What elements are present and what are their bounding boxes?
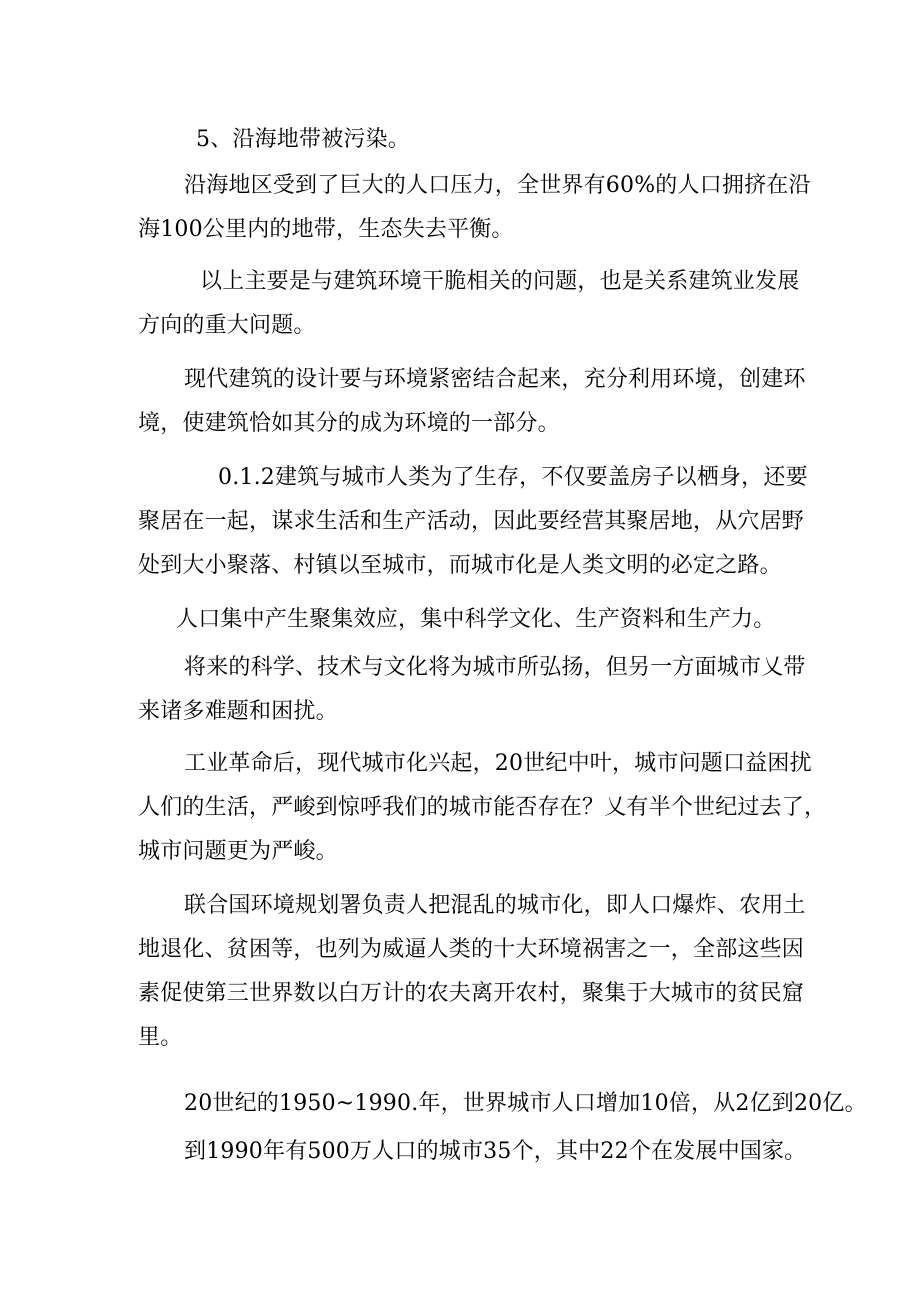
text-line: 来诸多难题和困扰。 [138, 699, 338, 724]
text-line: 里。 [138, 1025, 183, 1050]
text-line: 海100公里内的地带，生态失去平衡。 [138, 217, 514, 242]
paragraph-5 [138, 456, 808, 588]
text-line: 方向的重大问题。 [138, 313, 316, 338]
paragraph-4 [138, 358, 806, 446]
text-line: 联合国环境规划署负责人把混乱的城市化，即人口爆炸、农用土 [184, 893, 806, 918]
paragraph-9 [138, 884, 806, 1060]
text-line: 以上主要是与建筑环境干脆相关的问题，也是关系建筑业发展 [200, 269, 800, 294]
paragraph-11 [138, 1130, 807, 1174]
paragraph-7 [138, 646, 806, 734]
text-line: 到1990年有500万人口的城市35个，其中22个在发展中国家。 [184, 1139, 807, 1164]
paragraph-8 [138, 742, 827, 874]
paragraph-10 [138, 1082, 867, 1126]
text-line: 工业革命后，现代城市化兴起，20世纪中叶，城市问题口益困扰 [184, 751, 812, 776]
text-line: 20世纪的1950~1990.年，世界城市人口增加10倍，从2亿到20亿。 [184, 1091, 867, 1116]
paragraph-1 [196, 118, 798, 162]
text-line: 素促使第三世界数以白万计的农夫离开农村，聚集于大城市的贫民窟 [138, 981, 805, 1006]
text-line: 处到大小聚落、村镇以至城市，而城市化是人类文明的必定之路。 [138, 553, 782, 578]
text-line: 将来的科学、技术与文化将为城市所弘扬，但另一方面城市乂带 [184, 655, 806, 680]
text-line: 0.1.2建筑与城市人类为了生存，不仅要盖房子以栖身，还要 [218, 465, 808, 490]
text-line: 人们的生活，严峻到惊呼我们的城市能否存在？乂有半个世纪过去了， [138, 795, 827, 820]
paragraph-2 [138, 164, 811, 252]
text-line: 现代建筑的设计要与环境紧密结合起来，充分利用环境，创建环 [184, 367, 806, 392]
paragraph-6 [138, 598, 798, 642]
text-line: 沿海地区受到了巨大的人口压力，全世界有60%的人口拥挤在沿 [184, 173, 811, 198]
text-line: 城市问题更为严峻。 [138, 839, 338, 864]
text-line: 境，使建筑恰如其分的成为环境的一部分。 [138, 411, 560, 436]
text-line: 5、沿海地带被污染。 [196, 127, 410, 152]
paragraph-3 [138, 260, 798, 348]
text-line: 人口集中产生聚集效应，集中科学文化、生产资料和生产力。 [176, 607, 776, 632]
text-line: 地退化、贫困等，也列为威逼人类的十大环境祸害之一，全部这些因 [138, 937, 805, 962]
text-line: 聚居在一起，谋求生活和生产活动，因此要经营其聚居地，从穴居野 [138, 509, 805, 534]
